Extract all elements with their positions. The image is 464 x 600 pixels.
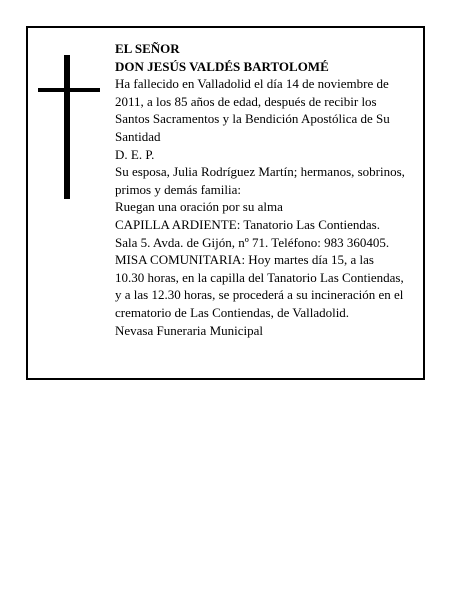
mass-info-line: MISA COMUNITARIA: Hoy martes día 15, a las: [115, 252, 374, 268]
heading-title: EL SEÑOR: [115, 41, 180, 56]
funeral-chapel-line: Sala 5. Avda. de Gijón, nº 71. Teléfono: 983 360405.: [115, 234, 390, 250]
prayer-request: Ruegan una oración por su alma: [115, 199, 283, 215]
death-announcement-line: Santidad: [115, 128, 161, 144]
death-announcement-line: 2011, a los 85 años de edad, después de recibir los: [115, 93, 377, 109]
deceased-name: DON JESÚS VALDÉS BARTOLOMÉ: [115, 58, 329, 74]
funeral-home-name: Nevasa Funeraria Municipal: [115, 322, 264, 338]
obituary-notice: [26, 26, 425, 380]
family-line: primos y demás familia:: [115, 181, 242, 197]
family-line: Su esposa, Julia Rodríguez Martín; hermanos, sobrinos,: [115, 164, 405, 180]
cross-horizontal-bar: [38, 88, 100, 92]
cross-vertical-bar: [64, 55, 70, 199]
death-announcement-line: Santos Sacramentos y la Bendición Apostólica de Su: [115, 111, 390, 127]
death-announcement-line: Ha fallecido en Valladolid el día 14 de noviembre de: [115, 76, 389, 92]
latin-cross-icon: [38, 55, 100, 199]
mass-info-line: y a las 12.30 horas, se procederá a su incineración en el: [115, 287, 404, 303]
obituary-text: [115, 40, 420, 339]
mass-info-line: crematorio de Las Contiendas, de Valladolid.: [115, 304, 350, 320]
rip-abbreviation: D. E. P.: [115, 146, 155, 162]
mass-info-line: 10.30 horas, en la capilla del Tanatorio Las Contiendas,: [115, 269, 404, 285]
funeral-chapel-line: CAPILLA ARDIENTE: Tanatorio Las Contiendas.: [115, 216, 380, 232]
